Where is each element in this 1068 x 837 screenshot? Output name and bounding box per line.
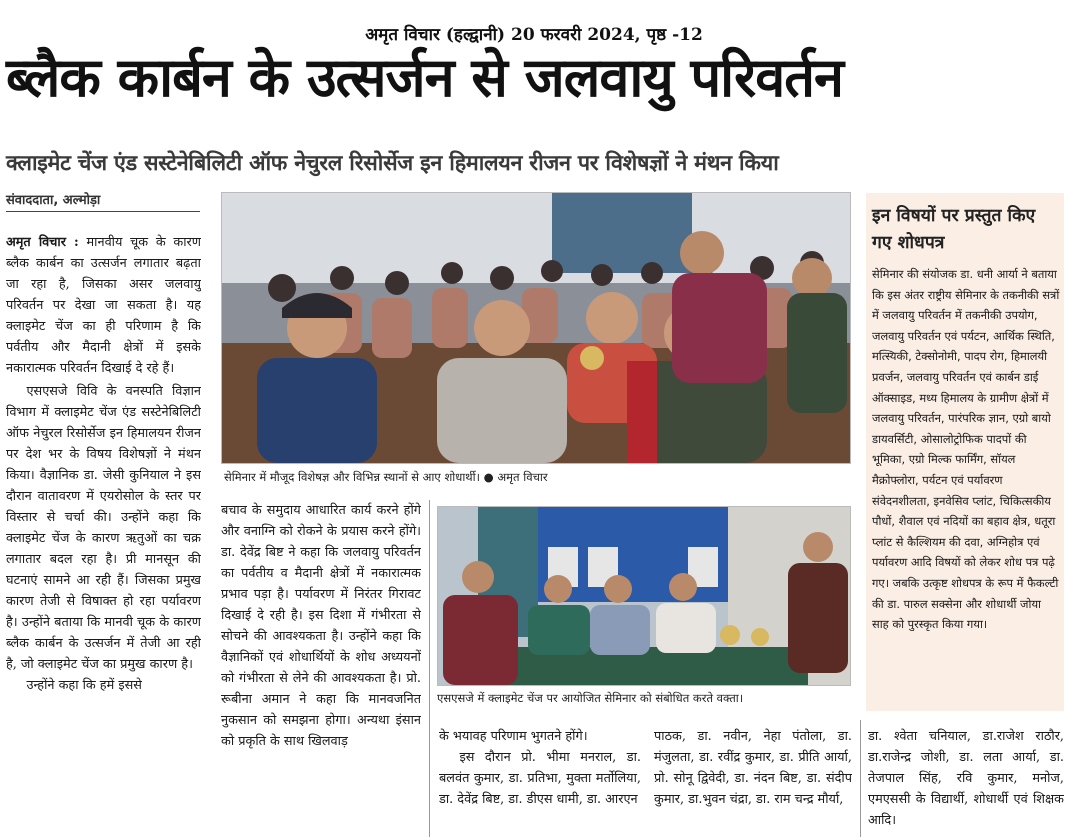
article-column-3	[439, 726, 641, 837]
paragraph: के भयावह परिणाम भुगतने होंगे।	[439, 729, 588, 744]
speakers-photo	[437, 506, 851, 686]
masthead: अमृत विचार (हल्द्वानी) 20 फरवरी 2024, पृष्ठ -12	[365, 25, 703, 45]
paragraph: एसएसजे विवि के वनस्पति विज्ञान विभाग में क्लाइमेट चेंज एंड सस्टेनेबिलिटी ऑफ नेचुरल रिसोर्सेज इन हिमालयन रीजन पर देश भर के विषय विशेषज्ञों ने मंथन किया। वैज्ञानिक डा. जेसी कुनियाल ने इस दौरान वातावरण में एयरोसोल के स्तर पर विस्तार से चर्चा की। उन्होंने कहा कि क्लाइमेट चेंज के कारण ऋतुओं का चक्र लगातार बदल रहा है। प्री मानसून की घटनाएं सामने आ रही हैं। जिसका प्रमुख कारण तेजी से विषाक्त हो रहा पर्यावरण है। उन्होंने बताया कि मानवी चूक के कारण ब्लैक कार्बन के उत्सर्जन में तेजी आ रही है, जो क्लाइमेट चेंज का प्रमुख कारण है।	[6, 384, 201, 672]
paragraph: इस दौरान प्रो. भीमा मनराल, डा. बलवंत कुमार, डा. प्रतिभा, मुक्ता मर्तोलिया, डा. देवेंद्र बिष्ट, डा. डीएस धामी, डा. आरएन	[439, 750, 641, 807]
lead-paragraph	[6, 232, 201, 379]
subheadline: क्लाइमेट चेंज एंड सस्टेनेबिलिटी ऑफ नेचुरल रिसोर्सेज इन हिमालयन रीजन पर विशेषज्ञों ने मंथन किया	[6, 151, 779, 176]
speakers-photo-caption: एसएसजे में क्लाइमेट चेंज पर आयोजित सेमिनार को संबोधित करते वक्ता।	[437, 691, 744, 705]
paragraph: बचाव के समुदाय आधारित कार्य करने होंगे और वनाग्नि को रोकने के प्रयास करने होंगे। डा. देवेंद्र बिष्ट ने कहा कि जलवायु परिवर्तन का पर्वतीय व मैदानी क्षेत्रों में नकारात्मक प्रभाव पड़ा है। पर्यावरण में निरंतर गिरावट दिखाई दे रही है। इस दिशा में गंभीरता से सोचने की आवश्यकता है। उन्होंने कहा कि वैज्ञानिकों एवं शोधार्थियों के शोध अध्ययनों को गंभीरता से लेने की आवश्यकता है। प्रो. रूबीना अमान ने कहा कि मानवजनित नुकसान को समझना होगा। अन्यथा इंसान को प्रकृति के साथ खिलवाड़	[221, 503, 421, 749]
article-column-4	[654, 726, 852, 837]
paragraph: डा. श्वेता चनियाल, डा.राजेश राठौर, डा.राजेन्द्र जोशी, डा. लता आर्या, डा. तेजपाल सिंह, रवि कुमार, मनोज, एमएससी के विद्यार्थी, शोधार्थी एवं शिक्षक आदि।	[868, 729, 1064, 828]
paragraph: उन्होंने कहा कि हमें इससे	[26, 678, 142, 693]
audience-photo-image	[222, 193, 850, 463]
article-column-2	[221, 500, 421, 837]
audience-photo	[221, 192, 851, 464]
article-column-1	[6, 232, 201, 837]
byline-divider	[6, 211, 200, 212]
byline: संवाददाता, अल्मोड़ा	[6, 193, 101, 208]
photo-credit: अमृत विचार	[497, 470, 548, 484]
caption-text: सेमिनार में मौजूद विशेषज्ञ और विभिन्न स्थानों से आए शोधार्थी।	[224, 470, 480, 484]
sidebar-title: इन विषयों पर प्रस्तुत किए गए शोधपत्र	[872, 206, 1036, 253]
caption-bullet: ●	[483, 470, 498, 484]
sidebar-body: सेमिनार की संयोजक डा. धनी आर्या ने बताया कि इस अंतर राष्ट्रीय सेमिनार के तकनीकी सत्रों में जलवायु परिवर्तन में तकनीकी उपयोग, जलवायु परिवर्तन एवं पर्यटन, आर्थिक स्थिति, मत्स्यिकी, टेक्सोनोमी, पादप रोग, हिमालयी प्रवर्जन, जलवायु परिवर्तन एवं कार्बन डाई ऑक्साइड, मध्य हिमालय के ग्रामीण क्षेत्रों में जलवायु परिवर्तन, पारंपरिक ज्ञान, एग्रो बायो डायवर्सिटी, ओसालोट्रोफिक पादपों की भूमिका, एग्रो मिल्क फार्मिंग, सॉयल मैक्रोफ्लोरा, पर्यटन एवं पर्यावरण संवेदनशीलता, इनवेसिव प्लांट, चिकित्सकीय पौधों, शैवाल एवं नदियों का बहाव क्षेत्र, धतूरा प्लांट से कैल्शियम की दवा, अग्निहोत्र एवं पर्यावरण आदि विषयों को लेकर शोध पत्र पढ़े गए। जबकि उत्कृष्ट शोधपत्र के रूप में फैकल्टी की डा. पारुल सक्सेना और शोधार्थी जोया साह को पुरस्कृत किया गया।	[872, 267, 1060, 632]
lead-text: मानवीय चूक के कारण ब्लैक कार्बन का उत्सर्जन लगातार बढ़ता जा रहा है, जिसका असर जलवायु परिवर्तन पर देखा जा सकता है। यह क्लाइमेट चेंज का ही परिणाम है कि पर्वतीय और मैदानी क्षेत्रों में इसके नकारात्मक परिवर्तन दिखाई दे रहे हैं।	[6, 235, 201, 376]
article-column-5	[868, 726, 1064, 837]
column-divider	[860, 720, 861, 837]
column-divider	[429, 500, 430, 837]
headline: ब्लैक कार्बन के उत्सर्जन से जलवायु परिवर्तन	[6, 46, 843, 109]
paragraph: पाठक, डा. नवीन, नेहा पंतोला, डा. मंजुलता, डा. रवींद्र कुमार, डा. प्रीति आर्या, प्रो. सोनू द्विवेदी, डा. नंदन बिष्ट, डा. संदीप कुमार, डा.भुवन चंद्रा, डा. राम चन्द्र मौर्या,	[654, 729, 852, 807]
audience-photo-caption	[224, 470, 634, 485]
lead-bold: अमृत विचार :	[6, 235, 79, 250]
speakers-photo-image	[438, 507, 850, 685]
